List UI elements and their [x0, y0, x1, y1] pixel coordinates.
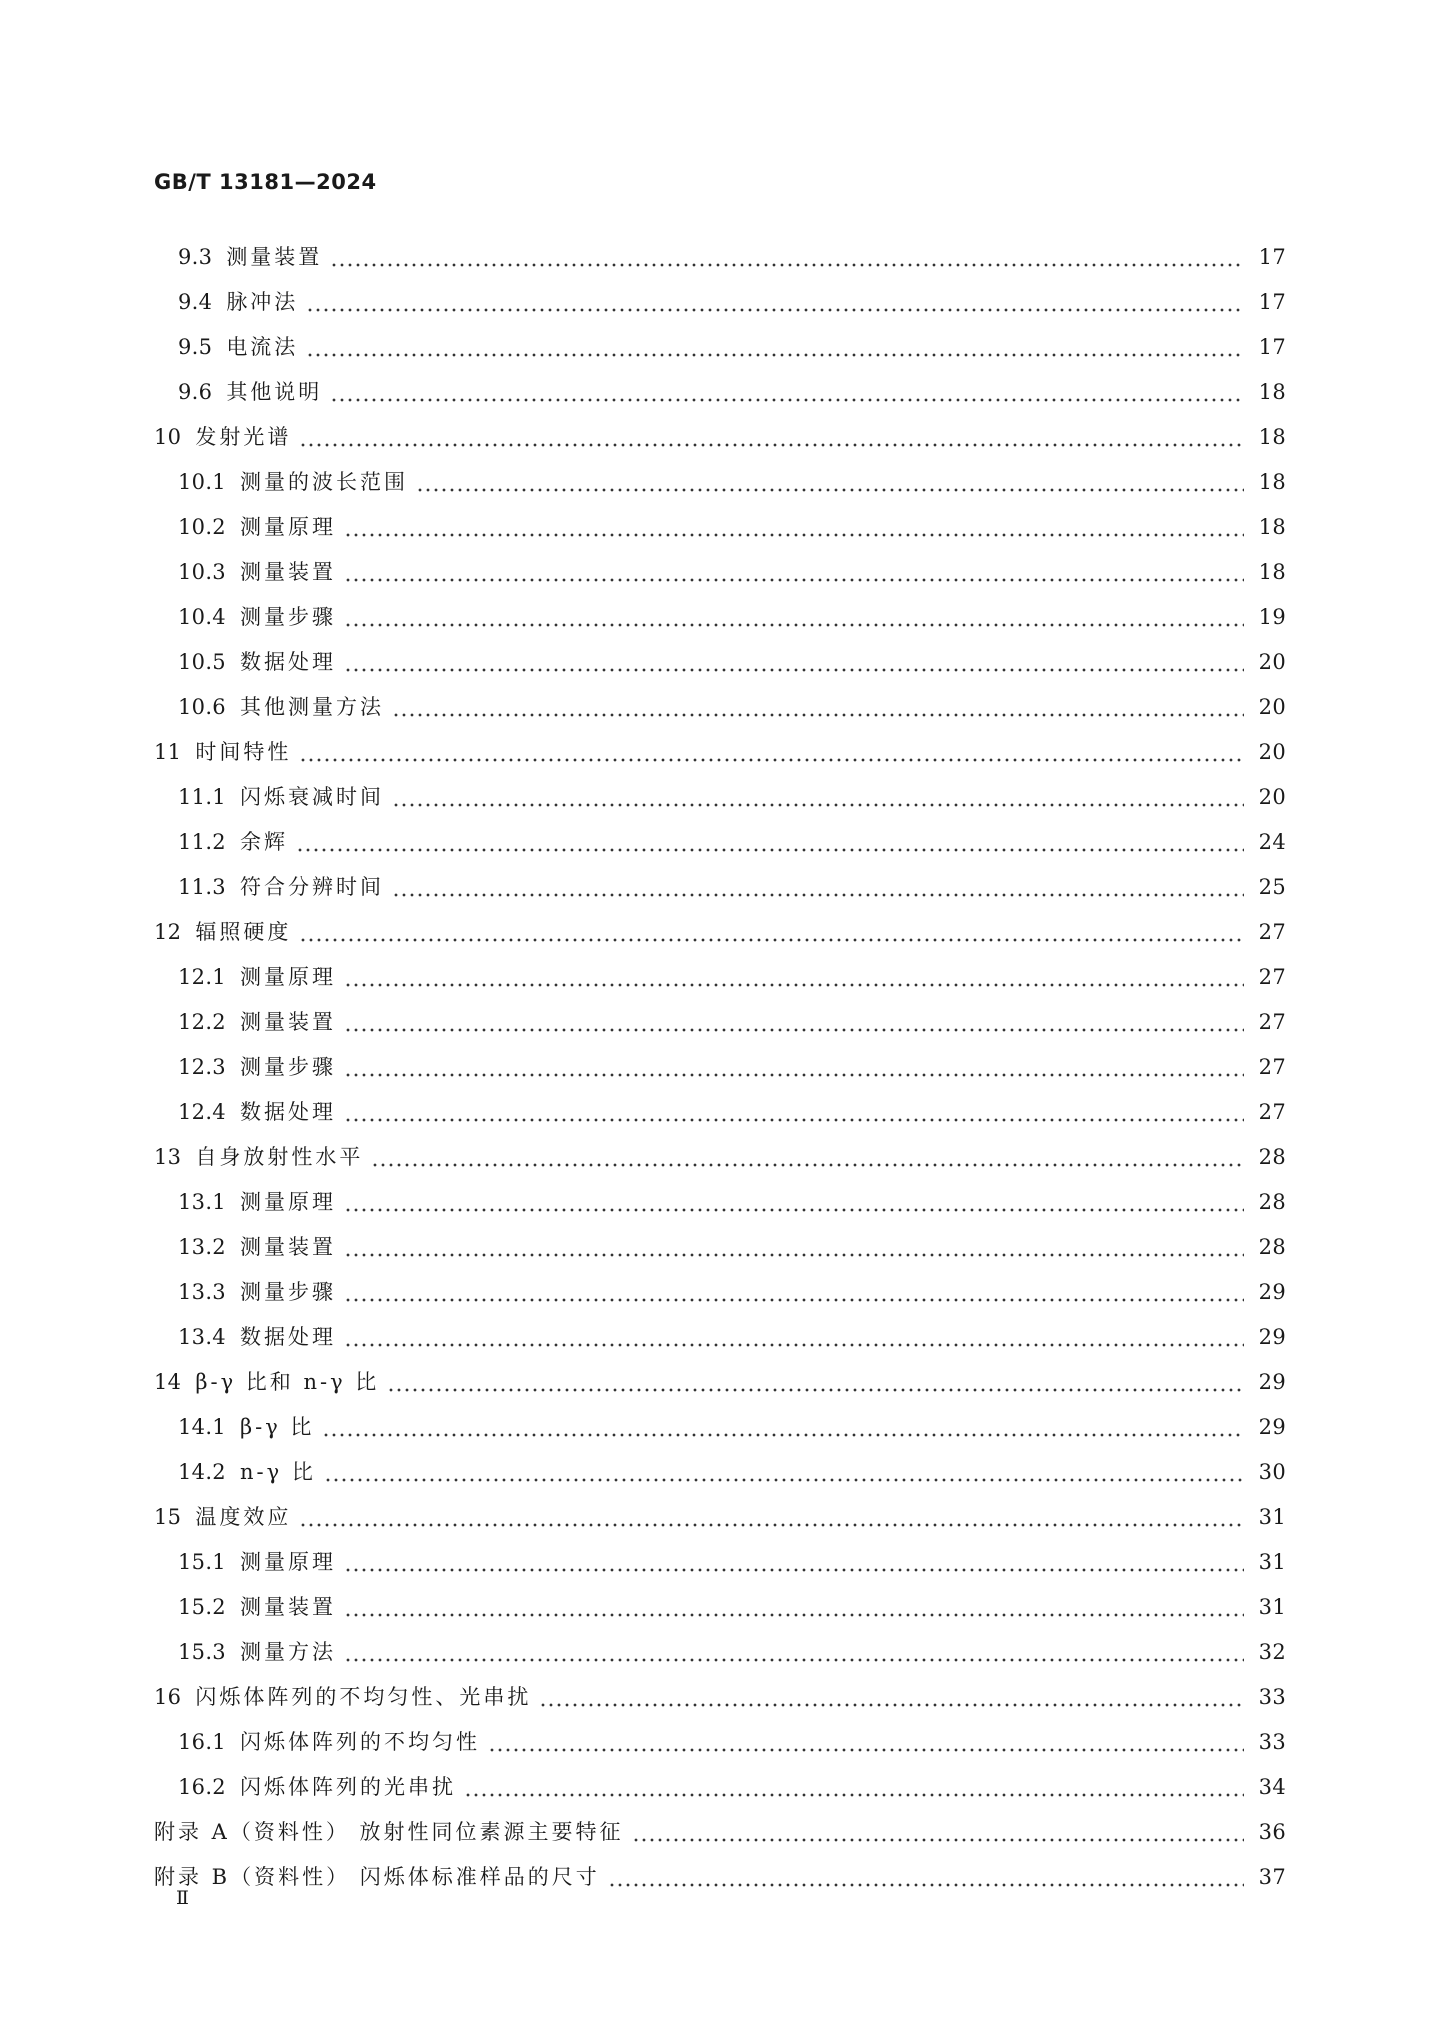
- toc-entry-number: 12.3: [178, 1055, 226, 1079]
- toc-entry-number: 11.3: [178, 875, 226, 899]
- toc-entry[interactable]: [154, 1180, 1286, 1225]
- toc-entry-number: 9.6: [178, 380, 213, 404]
- toc-entry-number: 13.4: [178, 1325, 226, 1349]
- toc-entry-number: 10.2: [178, 515, 226, 539]
- toc-entry-number: 12.1: [178, 965, 226, 989]
- toc-entry-page: 28: [1258, 1235, 1286, 1259]
- toc-entry[interactable]: [154, 1360, 1286, 1405]
- dot-leader: [387, 1360, 1244, 1405]
- toc-entry[interactable]: [154, 1630, 1286, 1675]
- toc-appendix-entry[interactable]: [154, 1810, 1286, 1855]
- toc-entry-page: 28: [1258, 1190, 1286, 1214]
- toc-entry-page: 17: [1258, 290, 1286, 314]
- toc-entry-page: 20: [1258, 695, 1286, 719]
- toc-entry-page: 25: [1258, 875, 1286, 899]
- dot-leader: [306, 280, 1244, 325]
- toc-entry-page: 29: [1258, 1280, 1286, 1304]
- toc-entry-title: 测量步骤: [239, 1280, 336, 1304]
- toc-entry-title: 温度效应: [195, 1505, 292, 1529]
- dot-leader: [371, 1135, 1244, 1180]
- dot-leader: [344, 1630, 1244, 1675]
- toc-entry-title: 其他说明: [226, 380, 323, 404]
- toc-entry-page: 20: [1258, 650, 1286, 674]
- toc-entry-title: 闪烁体阵列的不均匀性: [239, 1730, 480, 1754]
- toc-entry-number: 15.3: [178, 1640, 226, 1664]
- toc-entry-title: 测量步骤: [239, 1055, 336, 1079]
- toc-entry-number: 13.2: [178, 1235, 226, 1259]
- toc-entry-number: 12.4: [178, 1100, 226, 1124]
- toc-entry-page: 17: [1258, 245, 1286, 269]
- toc-entry-title: 数据处理: [239, 1325, 336, 1349]
- toc-entry-title: 测量装置: [226, 245, 323, 269]
- toc-entry[interactable]: [154, 415, 1286, 460]
- toc-entry[interactable]: [154, 1225, 1286, 1270]
- toc-entry-title: β-γ 比和 n-γ 比: [195, 1370, 380, 1394]
- toc-entry-page: 24: [1258, 830, 1286, 854]
- dot-leader: [344, 955, 1244, 1000]
- toc-entry[interactable]: [154, 730, 1286, 775]
- toc-entry-page: 31: [1258, 1595, 1286, 1619]
- toc-entry-number: 11.1: [178, 785, 226, 809]
- dot-leader: [392, 865, 1244, 910]
- toc-entry[interactable]: [154, 955, 1286, 1000]
- dot-leader: [344, 595, 1244, 640]
- toc-entry-title: 时间特性: [195, 740, 292, 764]
- dot-leader: [324, 1450, 1244, 1495]
- dot-leader: [330, 370, 1244, 415]
- toc-entry[interactable]: [154, 1765, 1286, 1810]
- toc-entry-number: 12: [154, 920, 182, 944]
- toc-entry-page: 18: [1258, 470, 1286, 494]
- toc-entry[interactable]: [154, 820, 1286, 865]
- toc-entry-title: 测量原理: [239, 1550, 336, 1574]
- dot-leader: [306, 325, 1244, 370]
- toc-entry-number: 13.3: [178, 1280, 226, 1304]
- toc-entry-title: 其他测量方法: [239, 695, 384, 719]
- toc-entry[interactable]: [154, 325, 1286, 370]
- toc-entry-page: 20: [1258, 740, 1286, 764]
- toc-entry[interactable]: [154, 460, 1286, 505]
- table-of-contents: [154, 235, 1286, 1900]
- toc-entry[interactable]: [154, 1315, 1286, 1360]
- toc-entry-number: 16: [154, 1685, 182, 1709]
- dot-leader: [344, 1315, 1244, 1360]
- dot-leader: [330, 235, 1244, 280]
- toc-entry[interactable]: [154, 1135, 1286, 1180]
- toc-entry[interactable]: [154, 1495, 1286, 1540]
- dot-leader: [296, 820, 1244, 865]
- toc-entry-page: 27: [1258, 1055, 1286, 1079]
- toc-entry-page: 36: [1258, 1820, 1286, 1844]
- dot-leader: [416, 460, 1244, 505]
- toc-entry[interactable]: [154, 235, 1286, 280]
- toc-entry-number: 15.2: [178, 1595, 226, 1619]
- document-id-header: GB/T 13181—2024: [154, 170, 377, 194]
- dot-leader: [299, 730, 1244, 775]
- toc-entry-title: 数据处理: [239, 1100, 336, 1124]
- toc-entry-page: 37: [1258, 1865, 1286, 1889]
- dot-leader: [344, 505, 1244, 550]
- dot-leader: [299, 910, 1244, 955]
- page-number: Ⅱ: [176, 1887, 189, 1909]
- toc-entry-page: 27: [1258, 1010, 1286, 1034]
- toc-entry-title: 附录 B（资料性） 闪烁体标准样品的尺寸: [154, 1865, 600, 1889]
- dot-leader: [344, 1540, 1244, 1585]
- dot-leader: [632, 1810, 1244, 1855]
- toc-entry[interactable]: [154, 550, 1286, 595]
- toc-entry-page: 18: [1258, 515, 1286, 539]
- toc-entry-title: 附录 A（资料性） 放射性同位素源主要特征: [154, 1820, 624, 1844]
- dot-leader: [299, 1495, 1244, 1540]
- toc-entry[interactable]: [154, 505, 1286, 550]
- toc-entry-page: 18: [1258, 560, 1286, 584]
- toc-appendix-entry[interactable]: [154, 1855, 1286, 1900]
- toc-entry[interactable]: [154, 280, 1286, 325]
- toc-entry[interactable]: [154, 1585, 1286, 1630]
- dot-leader: [344, 1180, 1244, 1225]
- toc-entry-number: 10.1: [178, 470, 226, 494]
- toc-entry-title: 闪烁体阵列的不均匀性、光串扰: [195, 1685, 532, 1709]
- toc-entry-title: 余辉: [239, 830, 288, 854]
- toc-entry-title: 测量原理: [239, 1190, 336, 1214]
- dot-leader: [344, 1045, 1244, 1090]
- toc-entry-page: 31: [1258, 1550, 1286, 1574]
- dot-leader: [344, 1000, 1244, 1045]
- dot-leader: [344, 1090, 1244, 1135]
- toc-entry-page: 31: [1258, 1505, 1286, 1529]
- toc-entry-title: 数据处理: [239, 650, 336, 674]
- toc-entry[interactable]: [154, 1000, 1286, 1045]
- toc-entry[interactable]: [154, 775, 1286, 820]
- toc-entry-title: 测量原理: [239, 965, 336, 989]
- toc-entry-title: 测量装置: [239, 1595, 336, 1619]
- toc-entry-title: 发射光谱: [195, 425, 292, 449]
- toc-entry[interactable]: [154, 1720, 1286, 1765]
- dot-leader: [344, 640, 1244, 685]
- toc-entry-number: 16.1: [178, 1730, 226, 1754]
- toc-entry-number: 16.2: [178, 1775, 226, 1799]
- toc-entry-number: 13: [154, 1145, 182, 1169]
- toc-entry-title: β-γ 比: [239, 1415, 315, 1439]
- toc-entry-number: 10.3: [178, 560, 226, 584]
- dot-leader: [322, 1405, 1244, 1450]
- toc-entry-title: 测量原理: [239, 515, 336, 539]
- toc-entry-number: 10: [154, 425, 182, 449]
- dot-leader: [539, 1675, 1244, 1720]
- toc-entry-number: 12.2: [178, 1010, 226, 1034]
- toc-entry[interactable]: [154, 1405, 1286, 1450]
- toc-entry-title: 测量步骤: [239, 605, 336, 629]
- toc-entry-page: 30: [1258, 1460, 1286, 1484]
- toc-entry-number: 14.2: [178, 1460, 226, 1484]
- toc-entry-page: 34: [1258, 1775, 1286, 1799]
- toc-entry[interactable]: [154, 640, 1286, 685]
- toc-entry-number: 9.5: [178, 335, 213, 359]
- toc-entry[interactable]: [154, 1675, 1286, 1720]
- toc-entry[interactable]: [154, 1450, 1286, 1495]
- dot-leader: [392, 775, 1244, 820]
- toc-entry-number: 14.1: [178, 1415, 226, 1439]
- toc-entry-page: 28: [1258, 1145, 1286, 1169]
- toc-entry[interactable]: [154, 1540, 1286, 1585]
- toc-entry-number: 9.4: [178, 290, 213, 314]
- toc-entry[interactable]: [154, 370, 1286, 415]
- toc-entry-title: 电流法: [226, 335, 299, 359]
- toc-entry[interactable]: [154, 1270, 1286, 1315]
- toc-entry-page: 32: [1258, 1640, 1286, 1664]
- toc-entry[interactable]: [154, 1045, 1286, 1090]
- toc-entry-title: n-γ 比: [239, 1460, 316, 1484]
- toc-entry-page: 27: [1258, 920, 1286, 944]
- dot-leader: [392, 685, 1244, 730]
- toc-entry-title: 自身放射性水平: [195, 1145, 364, 1169]
- toc-entry-number: 13.1: [178, 1190, 226, 1214]
- toc-entry-page: 33: [1258, 1730, 1286, 1754]
- toc-entry-number: 9.3: [178, 245, 213, 269]
- toc-entry-number: 10.6: [178, 695, 226, 719]
- toc-entry-number: 11: [154, 740, 182, 764]
- dot-leader: [488, 1720, 1244, 1765]
- dot-leader: [344, 1225, 1244, 1270]
- toc-entry-page: 18: [1258, 425, 1286, 449]
- toc-entry-title: 测量的波长范围: [239, 470, 408, 494]
- toc-entry-number: 15: [154, 1505, 182, 1529]
- toc-entry-number: 10.5: [178, 650, 226, 674]
- toc-entry[interactable]: [154, 865, 1286, 910]
- dot-leader: [299, 415, 1244, 460]
- toc-entry-number: 15.1: [178, 1550, 226, 1574]
- toc-entry-title: 测量装置: [239, 560, 336, 584]
- toc-entry-page: 17: [1258, 335, 1286, 359]
- dot-leader: [344, 1270, 1244, 1315]
- toc-entry-title: 测量方法: [239, 1640, 336, 1664]
- toc-entry-title: 测量装置: [239, 1235, 336, 1259]
- toc-entry-page: 33: [1258, 1685, 1286, 1709]
- toc-entry-page: 19: [1258, 605, 1286, 629]
- toc-entry-number: 11.2: [178, 830, 226, 854]
- dot-leader: [344, 1585, 1244, 1630]
- toc-entry-title: 符合分辨时间: [239, 875, 384, 899]
- toc-entry-page: 27: [1258, 1100, 1286, 1124]
- dot-leader: [464, 1765, 1244, 1810]
- toc-entry-title: 测量装置: [239, 1010, 336, 1034]
- toc-entry-title: 闪烁衰减时间: [239, 785, 384, 809]
- toc-entry-page: 27: [1258, 965, 1286, 989]
- dot-leader: [608, 1855, 1244, 1900]
- toc-entry[interactable]: [154, 595, 1286, 640]
- dot-leader: [344, 550, 1244, 595]
- toc-entry[interactable]: [154, 910, 1286, 955]
- toc-entry-title: 脉冲法: [226, 290, 299, 314]
- toc-entry-page: 20: [1258, 785, 1286, 809]
- toc-entry-page: 29: [1258, 1370, 1286, 1394]
- toc-entry-page: 18: [1258, 380, 1286, 404]
- toc-entry-number: 10.4: [178, 605, 226, 629]
- toc-entry[interactable]: [154, 685, 1286, 730]
- toc-entry-title: 辐照硬度: [195, 920, 292, 944]
- toc-entry-page: 29: [1258, 1415, 1286, 1439]
- toc-entry[interactable]: [154, 1090, 1286, 1135]
- toc-entry-number: 14: [154, 1370, 182, 1394]
- toc-entry-page: 29: [1258, 1325, 1286, 1349]
- toc-entry-title: 闪烁体阵列的光串扰: [239, 1775, 456, 1799]
